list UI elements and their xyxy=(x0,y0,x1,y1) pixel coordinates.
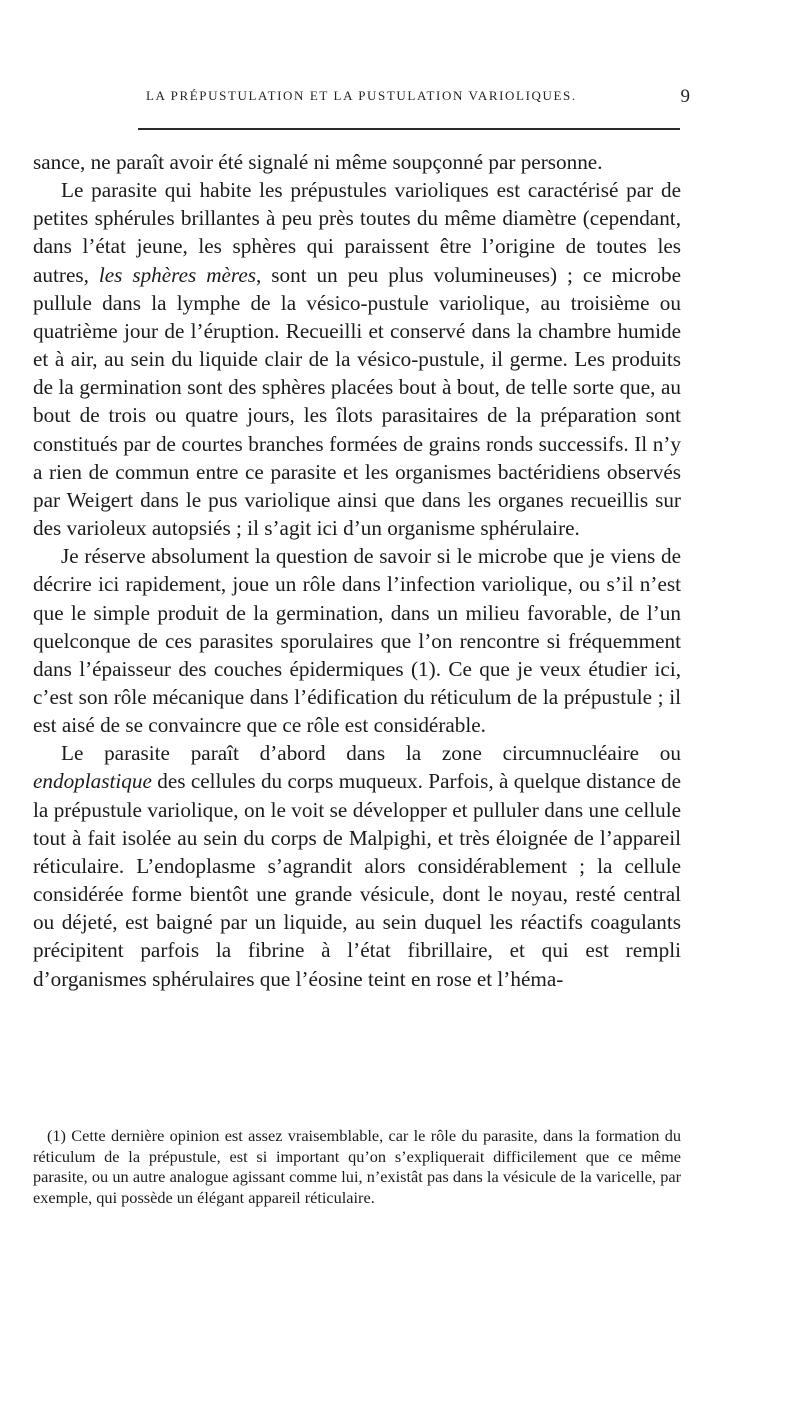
paragraph-4-part-1: Le parasite paraît d’abord dans la zone circumnucléaire ou xyxy=(61,741,681,766)
header-rule xyxy=(138,128,680,130)
paragraph-4-part-2: des cellules du corps muqueux. Parfois, à quelque distance de la prépustule variolique, on le voit se développer et pulluler dans une cellule tout à fait isolée au sein du corps de Malpighi, et très éloignée de l’appareil réticulaire. L’endoplasme s’agrandit alors considérablement ; la cellule considérée forme bientôt une grande vésicule, dont le noyau, resté central ou déjeté, est baigné par un liquide, au sein duquel les réactifs coagulants précipitent parfois la fibrine à l’état fibrillaire, et qui est rempli d’organismes sphérulaires que l’éosine teint en rose et l’héma- xyxy=(33,769,681,991)
paragraph-1: sance, ne paraît avoir été signalé ni même soupçonné par personne. xyxy=(33,150,603,174)
paragraph-2-italic: les sphères mères xyxy=(98,262,257,287)
body-text xyxy=(33,148,681,993)
paragraph-2-part-1: Le parasite qui habite les prépustules varioliques est caractérisé par de petites sphérules brillantes à peu près toutes du même diamètre (cependant, dans l’état jeune, les sphères qui paraissent être l’origine de toutes les autres, xyxy=(33,178,681,287)
paragraph-2 xyxy=(33,176,681,542)
running-head xyxy=(138,88,690,118)
footnote-text: (1) Cette dernière opinion est assez vraisemblable, car le rôle du parasite, dans la formation du réticulum de la prépustule, est si important qu’on s’expliquerait difficilement que ce même parasite, ou un autre analogue agissant comme lui, n’existât pas dans la vésicule de la varicelle, par exemple, qui possède un élégant appareil réticulaire. xyxy=(33,1126,681,1207)
footnote xyxy=(33,1126,681,1208)
paragraph-4-italic: endoplastique xyxy=(33,769,152,794)
paragraph-4 xyxy=(33,739,681,992)
paragraph-2-part-2: , sont un peu plus volumineuses) ; ce microbe pullule dans la lymphe de la vésico-pustule variolique, au troisième ou quatrième jour de l’éruption. Recueilli et conservé dans la chambre humide et à air, au sein du liquide clair de la vésico-pustule, il germe. Les produits de la germination sont des sphères placées bout à bout, de telle sorte que, au bout de trois ou quatre jours, les îlots parasitaires de la préparation sont constitués par de courtes branches formées de grains ronds successifs. Il n’y a rien de commun entre ce parasite et les organismes bactéridiens observés par Weigert dans le pus variolique ainsi que dans les organes recueillis sur des varioleux autopsiés ; il s’agit ici d’un organisme sphérulaire. xyxy=(33,262,682,541)
page-number: 9 xyxy=(680,86,690,107)
paragraph-3: Je réserve absolument la question de savoir si le microbe que je viens de décrire ici rapidement, joue un rôle dans l’infection variolique, ou s’il n’est que le simple produit de la germination, dans un milieu favorable, de l’un quelconque de ces parasites sporulaires que l’on rencontre si fréquemment dans l’épaisseur des couches épidermiques (1). Ce que je veux étudier ici, c’est son rôle mécanique dans l’édification du réticulum de la prépustule ; il est aisé de se convaincre que ce rôle est considérable. xyxy=(33,544,681,738)
running-title: LA PRÉPUSTULATION ET LA PUSTULATION VARIOLIQUES. xyxy=(146,88,577,103)
